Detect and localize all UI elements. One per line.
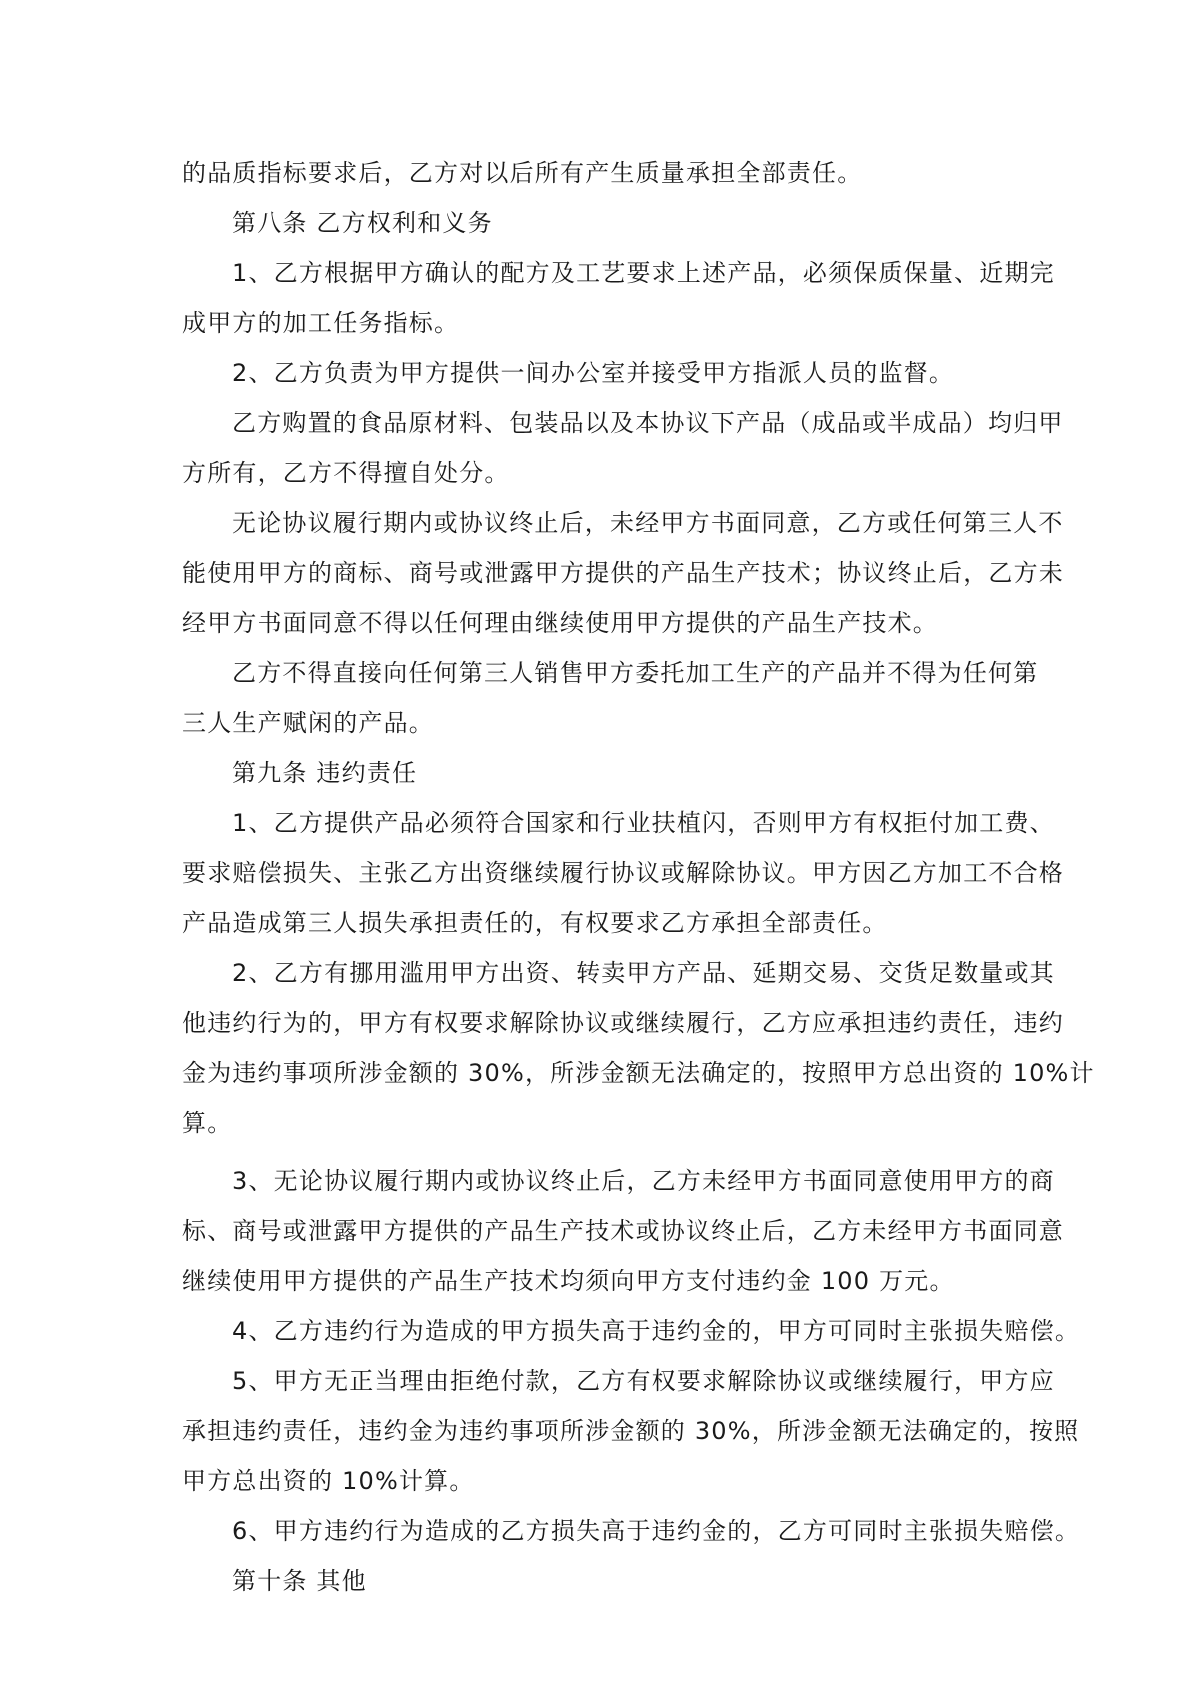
text-line: 算。	[182, 1109, 233, 1137]
text-line: 1、乙方提供产品必须符合国家和行业扶植闪，否则甲方有权拒付加工费、	[232, 809, 1055, 837]
text-line: 标、商号或泄露甲方提供的产品生产技术或协议终止后，乙方未经甲方书面同意	[182, 1217, 1064, 1245]
text-line: 5、甲方无正当理由拒绝付款，乙方有权要求解除协议或继续履行，甲方应	[232, 1367, 1055, 1395]
text-line: 1、乙方根据甲方确认的配方及工艺要求上述产品，必须保质保量、近期完	[232, 259, 1055, 287]
text-line: 乙方不得直接向任何第三人销售甲方委托加工生产的产品并不得为任何第	[232, 659, 1039, 687]
text-line: 成甲方的加工任务指标。	[182, 309, 460, 337]
text-line: 乙方购置的食品原材料、包装品以及本协议下产品（成品或半成品）均归甲	[232, 409, 1064, 437]
section-heading: 第十条 其他	[232, 1567, 367, 1595]
text-line: 6、甲方违约行为造成的乙方损失高于违约金的，乙方可同时主张损失赔偿。	[232, 1517, 1081, 1545]
text-line: 2、乙方负责为甲方提供一间办公室并接受甲方指派人员的监督。	[232, 359, 955, 387]
text-line: 金为违约事项所涉金额的 30%，所涉金额无法确定的，按照甲方总出资的 10%计	[182, 1059, 1095, 1087]
text-line: 方所有，乙方不得擅自处分。	[182, 459, 510, 487]
text-line: 承担违约责任，违约金为违约事项所涉金额的 30%，所涉金额无法确定的，按照	[182, 1417, 1080, 1445]
text-line: 三人生产赋闲的产品。	[182, 709, 434, 737]
text-line: 要求赔偿损失、主张乙方出资继续履行协议或解除协议。甲方因乙方加工不合格	[182, 859, 1064, 887]
text-line: 2、乙方有挪用滥用甲方出资、转卖甲方产品、延期交易、交货足数量或其	[232, 959, 1055, 987]
text-line: 产品造成第三人损失承担责任的，有权要求乙方承担全部责任。	[182, 909, 888, 937]
section-heading: 第九条 违约责任	[232, 759, 418, 787]
text-line: 能使用甲方的商标、商号或泄露甲方提供的产品生产技术；协议终止后，乙方未	[182, 559, 1064, 587]
document-body	[182, 148, 1095, 1606]
paragraph-gap	[182, 1148, 1028, 1156]
text-line: 3、无论协议履行期内或协议终止后，乙方未经甲方书面同意使用甲方的商	[232, 1167, 1055, 1195]
text-line: 的品质指标要求后，乙方对以后所有产生质量承担全部责任。	[182, 159, 863, 187]
text-line: 他违约行为的，甲方有权要求解除协议或继续履行，乙方应承担违约责任，违约	[182, 1009, 1064, 1037]
text-line: 无论协议履行期内或协议终止后，未经甲方书面同意，乙方或任何第三人不	[232, 509, 1064, 537]
section-heading: 第八条 乙方权利和义务	[232, 209, 493, 237]
text-line: 经甲方书面同意不得以任何理由继续使用甲方提供的产品生产技术。	[182, 609, 938, 637]
text-line: 继续使用甲方提供的产品生产技术均须向甲方支付违约金 100 万元。	[182, 1267, 955, 1295]
text-line: 甲方总出资的 10%计算。	[182, 1467, 475, 1495]
text-line: 4、乙方违约行为造成的甲方损失高于违约金的，甲方可同时主张损失赔偿。	[232, 1317, 1081, 1345]
